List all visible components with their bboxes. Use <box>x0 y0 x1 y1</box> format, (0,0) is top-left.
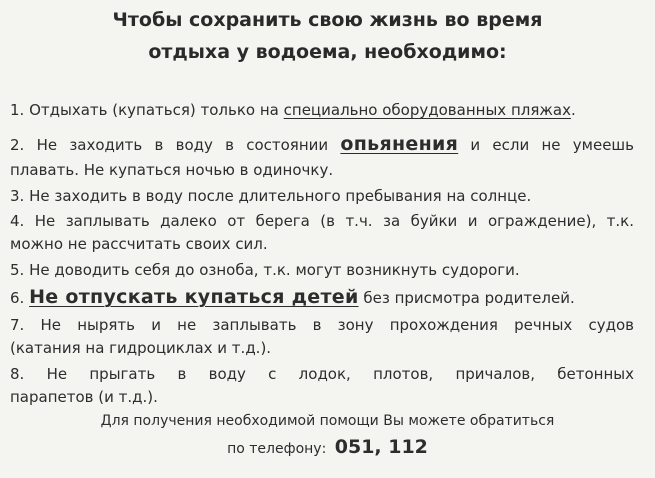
rule-item-6-suffix: без присмотра родителей. <box>358 289 575 307</box>
rule-item-3: 3. Не заходить в воду после длительного пребывания на солнце. <box>10 187 532 205</box>
rule-item-6-emphasis: Не отпускать купаться детей <box>29 286 359 308</box>
rule-item-6 <box>10 287 634 308</box>
phone-line <box>0 436 655 458</box>
phone-label: по телефону: <box>227 441 327 457</box>
rule-item-8-continuation: парапетов (и т.д.). <box>10 388 158 406</box>
rule-item-1-suffix: . <box>570 101 576 119</box>
rule-item-4: 4. Не заплывать далеко от берега (в т.ч. за буйки и ограждение), т.к. <box>10 212 634 230</box>
rule-item-2 <box>10 134 634 156</box>
rule-item-1-emphasis: специально оборудованных пляжах <box>283 101 571 119</box>
rule-item-7: 7. Не нырять и не заплывать в зону прохождения речных судов <box>10 316 634 334</box>
rule-item-2-continuation: плавать. Не купаться ночью в одиночку. <box>10 161 334 179</box>
rule-item-2-suffix: и если не умеешь <box>458 136 634 154</box>
rule-item-7-continuation: (катания на гидроциклах и т.д.). <box>10 339 272 357</box>
rule-item-4-continuation: можно не рассчитать своих сил. <box>10 235 268 253</box>
help-text: Для получения необходимой помощи Вы можете обратиться <box>100 413 555 429</box>
rule-item-2-prefix: 2. Не заходить в воду в состоянии <box>10 136 341 154</box>
notice-title-line-2: отдыха у водоема, необходимо: <box>148 41 507 63</box>
rule-item-5: 5. Не доводить себя до озноба, т.к. могут возникнуть судороги. <box>10 261 520 279</box>
rule-item-6-prefix: 6. <box>10 289 30 307</box>
rule-item-8: 8. Не прыгать в воду с лодок, плотов, причалов, бетонных <box>10 365 634 383</box>
notice-title-line-1: Чтобы сохранить свою жизнь во время <box>112 9 543 31</box>
rule-item-1-prefix: 1. Отдыхать (купаться) только на <box>10 101 284 119</box>
phone-numbers: 051, 112 <box>334 436 428 458</box>
rule-item-1 <box>10 100 634 120</box>
rule-item-2-emphasis: опьянения <box>340 134 459 155</box>
